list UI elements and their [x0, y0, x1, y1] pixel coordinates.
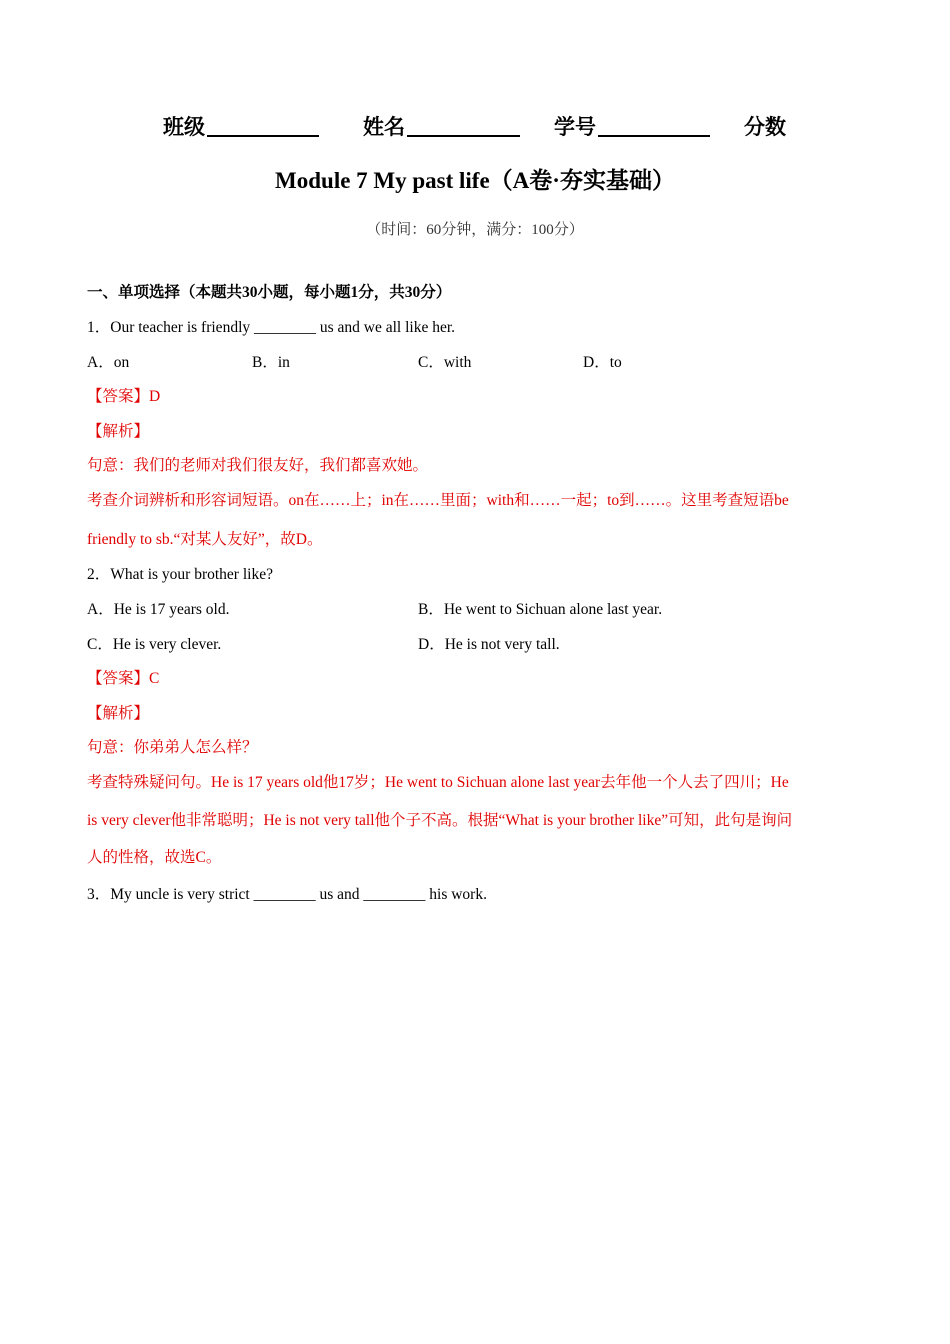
- q1-option-a: A．on: [87, 354, 130, 371]
- class-blank[interactable]: [207, 135, 319, 137]
- student-id-blank[interactable]: [598, 135, 710, 137]
- q1-option-d: D．to: [583, 354, 622, 371]
- q2-analysis-label: 【解析】: [87, 705, 150, 722]
- q2-option-c: C．He is very clever.: [87, 636, 222, 653]
- question-3-stem: 3．My uncle is very strict ________ us and ________ his work.: [87, 886, 487, 903]
- class-label: 班级: [163, 115, 205, 139]
- q2-analysis-line: is very clever他非常聪明；He is not very tall他个子不高。根据“What is your brother like”可知，此句是询问: [87, 812, 793, 829]
- question-1-stem: 1．Our teacher is friendly ________ us and we all like her.: [87, 319, 456, 336]
- q1-analysis-line: 句意：我们的老师对我们很友好，我们都喜欢她。: [87, 457, 429, 474]
- question-2-stem: 2．What is your brother like?: [87, 566, 273, 583]
- q1-option-b: B．in: [252, 354, 290, 371]
- section-heading: 一、单项选择（本题共30小题，每小题1分，共30分）: [87, 284, 452, 301]
- q1-analysis-line: 考查介词辨析和形容词短语。on在……上；in在……里面；with和……一起；to到……。这里考查短语be: [87, 492, 789, 509]
- q2-analysis-line: 句意：你弟弟人怎么样？: [87, 739, 258, 756]
- name-label: 姓名: [363, 115, 405, 139]
- exam-time-info: （时间：60分钟，满分：100分）: [366, 222, 584, 238]
- name-blank[interactable]: [407, 135, 520, 137]
- q2-analysis-line: 人的性格，故选C。: [87, 849, 222, 866]
- q2-answer: 【答案】C: [87, 670, 160, 687]
- page-title: Module 7 My past life（A卷·夯实基础）: [275, 168, 675, 193]
- score-label: 分数: [744, 115, 786, 139]
- student-info-header: [0, 111, 950, 141]
- q2-analysis-line: 考查特殊疑问句。He is 17 years old他17岁；He went to Sichuan alone last year去年他一个人去了四川；He: [87, 774, 789, 791]
- q1-analysis-line: friendly to sb.“对某人友好”，故D。: [87, 531, 323, 548]
- q1-answer: 【答案】D: [87, 388, 161, 405]
- q2-option-a: A．He is 17 years old.: [87, 601, 230, 618]
- student-id-label: 学号: [554, 115, 596, 139]
- q1-analysis-label: 【解析】: [87, 423, 150, 440]
- q1-option-c: C．with: [418, 354, 472, 371]
- q2-option-d: D．He is not very tall.: [418, 636, 560, 653]
- q2-option-b: B．He went to Sichuan alone last year.: [418, 601, 663, 618]
